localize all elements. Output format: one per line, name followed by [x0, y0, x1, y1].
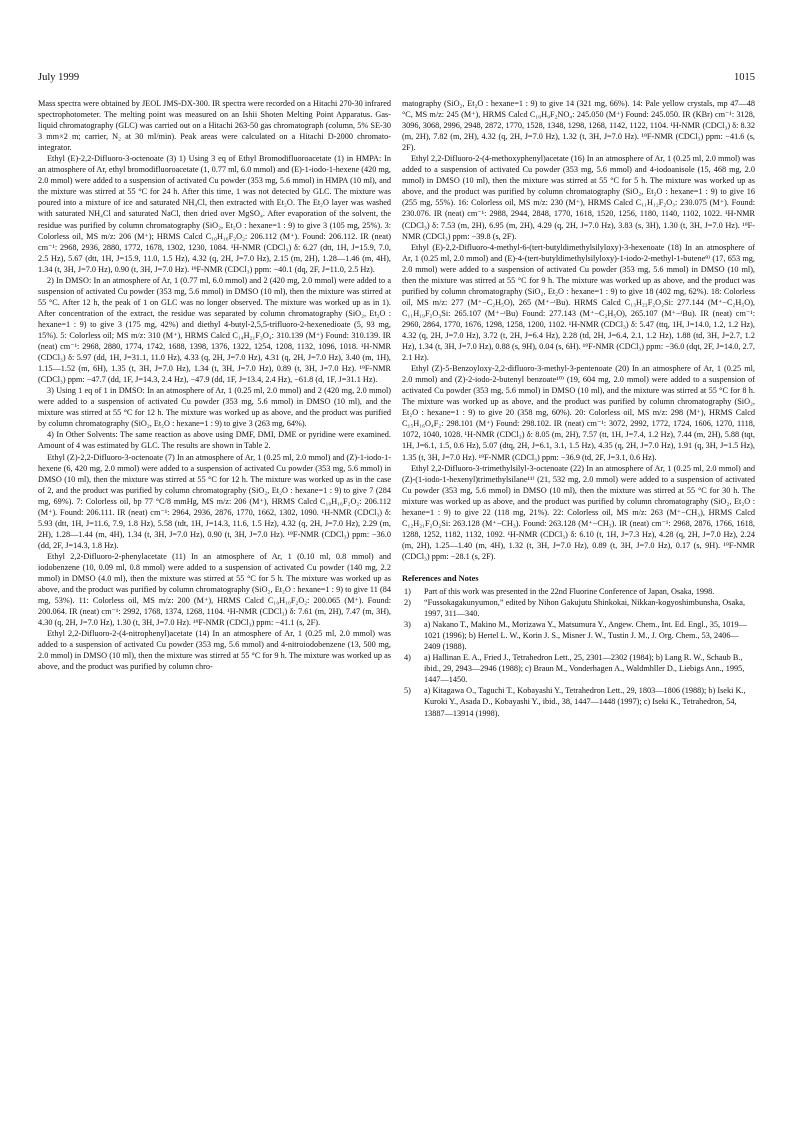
right-column: [402, 98, 755, 719]
reference-text: a) Hallinan E. A., Fried J., Tetrahedron Lett., 25, 2301—2302 (1984); b) Lang R. W., Schaub B., ibid., 29, 2943—2946 (1988); c) Braun M., Vonderhagen A., Waldmhller D., Liebigs Ann., 1995, 1447—1450.: [424, 653, 745, 685]
reference-number: 2): [404, 598, 411, 608]
reference-number: 4): [404, 653, 411, 663]
reference-item: [402, 586, 755, 597]
references-heading: References and Notes: [402, 573, 479, 583]
reference-item: [402, 619, 755, 652]
paragraph: 3) Using 1 eq of 1 in DMSO: In an atmosphere of Ar, 1 (0.25 ml, 2.0 mmol) and 2 (420 mg, 2.0 mmol) were added to a suspension of activated Cu powder (353 mg, 5.6 mmol) in DMSO (10 ml), and the mixture was stirred at 55 °C for 12 h. The mixture was worked up as above, and the product was purified by column chromatography (SiO₂, Et₂O : hexane=1 : 9) to give 3 (263 mg, 64%).: [38, 386, 391, 429]
paragraph: Ethyl 2,2-Difluoro-2-phenylacetate (11) In an atmosphere of Ar, 1 (0.10 ml, 0.8 mmol) and iodobenzene (10, 0.09 ml, 0.8 mmol) were added to a suspension of activated Cu powder (140 mg, 2.2 mmol) in DMSO (4.0 ml), then the mixture was stirred at 55 °C for 5 h. The mixture was worked up as above, and the product was purified by column chromatography (SiO₂, Et₂O : hexane=1 : 9) to give 11 (84 mg, 53%). 11: Colorless oil, MS m/z: 200 (M⁺), HRMS Calcd C₁₀H₁₀F₂O₂: 200.065 (M⁺). Found: 200.064. IR (neat) cm⁻¹: 2992, 1768, 1374, 1268, 1104. ¹H-NMR (CDCl₃) δ: 7.61 (m, 2H), 7.47 (m, 3H), 4.30 (q, 2H, J=7.0 Hz), 1.30 (t, 3H, J=7.0 Hz). ¹⁹F-NMR (CDCl₃) ppm: −41.1 (s, 2F).: [38, 551, 391, 628]
reference-text: “Fussokagakunyumon,” edited by Nihon Gakujutu Shinkokai, Nikkan-kogyoshimbunsha, Osaka, 1997, 311—340.: [424, 598, 746, 619]
paragraph: Ethyl 2,2-Difluoro-2-(4-methoxyphenyl)acetate (16) In an atmosphere of Ar, 1 (0.25 ml, 2.0 mmol) was added to a suspension of activated Cu powder (353 mg, 5.6 mmol) and 4-iodoanisole (15, 468 mg, 2.0 mmol) in DMSO (10 ml), then the mixture was stirred at 55 °C for 5 h. The mixture was worked up as above, and the product was purified by column chromatography (SiO₂, Et₂O : hexane=1 : 9) to give 16 (255 mg, 55%). 16: Colorless oil, MS m/z: 230 (M⁺), HRMS Calcd C₁₁H₁₂F₂O₃: 230.075 (M⁺). Found: 230.076. IR (neat) cm⁻¹: 2988, 2944, 2848, 1770, 1618, 1520, 1256, 1180, 1140, 1102, 1022. ¹H-NMR (CDCl₃) δ: 7.53 (m, 2H), 6.95 (m, 2H), 4.29 (q, 2H, J=7.0 Hz), 3.83 (s, 3H), 1.30 (t, 3H, J=7.0 Hz). ¹⁹F-NMR (CDCl₃) ppm: −39.8 (s, 2F).: [402, 154, 755, 241]
paragraph: Ethyl 2,2-Difluoro-3-trimethylsilyl-3-octenoate (22) In an atmosphere of Ar, 1 (0.25 ml, 2.0 mmol) and (Z)-(1-iodo-1-hexenyl)trimethylsilane¹¹⁾ (21, 532 mg, 2.0 mmol) were added to a suspension of activated Cu powder (353 mg, 5.6 mmol) in DMSO (10 ml), then the mixture was stirred at 55 °C for 30 h. The mixture was worked up as above, and the product was purified by column chromatography (SiO₂, Et₂O : hexane=1 : 9) to give 22 (118 mg, 21%). 22: Colorless oil, MS m/z: 263 (M⁺−CH₃), HRMS Calcd C₁₂H₂₁F₂O₂Si: 263.128 (M⁺−CH₃). Found: 263.128 (M⁺−CH₃). IR (neat) cm⁻¹: 2968, 2876, 1766, 1618, 1288, 1252, 1182, 1132, 1092. ¹H-NMR (CDCl₃) δ: 6.10 (t, 1H, J=7.3 Hz), 4.28 (q, 2H, J=7.0 Hz), 2.24 (m, 2H), 1.25—1.40 (m, 4H), 1.32 (t, 3H, J=7.0 Hz), 0.89 (t, 3H, J=7.0 Hz), 0.17 (s, 9H). ¹⁹F-NMR (CDCl₃) ppm: −28.1 (s, 2F).: [402, 463, 755, 561]
journal-date: July 1999: [38, 72, 80, 83]
paragraph: Mass spectra were obtained by JEOL JMS-DX-300. IR spectra were recorded on a Hitachi 270-30 infrared spectrophotometer. The melting point was measured on an Ishii Shoten Melting Point Apparatus. Gas-liquid chromatography (GLC) was carried out on a Hitachi 263-50 gas chromatograph (column, 5% SE-30 3 mm×2 m; carrier, N₂ at 30 ml/min). Peak areas were calculated on a Hitachi D-2000 chromato-integrator.: [38, 99, 391, 153]
paragraph: Ethyl (E)-2,2-Difluoro-3-octenoate (3) 1) Using 3 eq of Ethyl Bromodifluoroacetate (1) in HMPA: In an atmosphere of Ar, ethyl bromodifluoroacetate (1, 0.77 ml, 6.0 mmol) and (E)-1-iodo-1-hexene (420 mg, 2.0 mmol) were added to a suspension of activated Cu powder (353 mg, 5.6 mmol) in HMPA (10 ml), and the mixture was stirred at 55 °C for 24 h. After this time, 1 was not detected by GLC. The mixture was poured into a mixture of ice and saturated NH₄Cl, then extracted with Et₂O. The Et₂O layer was washed with saturated NH₄Cl and saturated NaCl, then dried over MgSO₄. After evaporation of the solvent, the residue was purified by column chromatography (SiO₂, Et₂O : hexane=1 : 9) to give 3 (105 mg, 25%). 3: Colorless oil, MS m/z: 206 (M⁺); HRMS Calcd C₁₀H₁₆F₂O₂: 206.112 (M⁺). Found: 206.112. IR (neat) cm⁻¹: 2968, 2936, 2880, 1772, 1678, 1302, 1230, 1084. ¹H-NMR (CDCl₃) δ: 6.27 (dtt, 1H, J=15.9, 7.0, 2.5 Hz), 5.67 (dtt, 1H, J=15.9, 11.0, 1.5 Hz), 4.32 (q, 2H, J=7.0 Hz), 2.15 (m, 2H), 1.28—1.46 (m, 4H), 1.34 (t, 3H, J=7.0 Hz), 0.90 (t, 3H, J=7.0 Hz). ¹⁹F-NMR (CDCl₃) ppm: −40.1 (dq, 2F, J=11.0, 2.5 Hz).: [38, 154, 391, 274]
left-column: [38, 98, 391, 672]
paragraph: Ethyl (Z)-2,2-Difluoro-3-octenoate (7) In an atmosphere of Ar, 1 (0.25 ml, 2.0 mmol) and (Z)-1-iodo-1-hexene (6, 420 mg, 2.0 mmol) were added to a suspension of activated Cu powder (353 mg, 5.6 mmol) in DMSO (10 ml), then the mixture was stirred at 55 °C for 12 h. The mixture was worked up as in the case of 2, and the product was purified by column chromatography (SiO₂, Et₂O : hexane=1 : 9) to give 7 (284 mg, 69%). 7: Colorless oil, bp 77 °C/8 mmHg, MS m/z: 206 (M⁺), HRMS Calcd C₁₀H₁₆F₂O₂: 206.112 (M⁺). Found: 206.111. IR (neat) cm⁻¹: 2964, 2936, 2876, 1770, 1662, 1302, 1090. ¹H-NMR (CDCl₃) δ: 5.93 (dtt, 1H, J=11.6, 7.9, 1.8 Hz), 5.58 (tdt, 1H, J=14.3, 11.6, 1.5 Hz), 4.32 (q, 2H, J=7.0 Hz), 2.29 (m, 2H), 1.28—1.44 (m, 4H), 1.34 (t, 3H, J=7.0 Hz), 0.90 (t, 3H, J=7.0 Hz). ¹⁹F-NMR (CDCl₃) ppm: −36.0 (dd, 2F, J=14.3, 1.8 Hz).: [38, 452, 391, 550]
reference-text: a) Kitagawa O., Taguchi T., Kobayashi Y., Tetrahedron Lett., 29, 1803—1806 (1988); b) Iseki K., Kuroki Y., Asada D., Kobayashi Y., ibid., 38, 1447—1448 (1997); c) Iseki K., Tetrahedron, 54, 13887—13914 (1998).: [424, 686, 746, 718]
reference-text: a) Nakano T., Makino M., Morizawa Y., Matsumura Y., Angew. Chem., Int. Ed. Engl., 35, 1019—1021 (1996); b) Hertel L. W., Korin J. S., Misner J. W., Tustin J. M., J. Org. Chem., 53, 2406—2409 (1988).: [424, 620, 747, 652]
page-header: [38, 72, 755, 88]
paragraph: 4) In Other Solvents: The same reaction as above using DMF, DMI, DME or pyridine were examined. Amount of 4 was estimated by GLC. The results are shown in Table 2.: [38, 430, 391, 451]
reference-item: [402, 597, 755, 619]
page-number: 1015: [734, 72, 755, 83]
reference-number: 3): [404, 620, 411, 630]
reference-item: [402, 652, 755, 685]
reference-number: 1): [404, 587, 411, 597]
reference-number: 5): [404, 686, 411, 696]
paragraph: Ethyl 2,2-Difluoro-2-(4-nitrophenyl)acetate (14) In an atmosphere of Ar, 1 (0.25 ml, 2.0 mmol) was added to a suspension of activated Cu powder (353 mg, 5.6 mmol) and 4-nitroiodobenzene (13, 500 mg, 2.0 mmol) in DMSO (10 ml), then the mixture was stirred at 55 °C for 9 h. The mixture was worked up as above, and the product was purified by column chro-: [38, 629, 391, 672]
paragraph: Ethyl (E)-2,2-Difluoro-4-methyl-6-(tert-butyldimethylsilyloxy)-3-hexenoate (18) In an atmosphere of Ar, 1 (0.25 ml, 2.0 mmol) and (E)-4-(tert-butyldimethylsilyloxy)-1-iodo-2-methyl-1-butene⁹⁾ (17, 653 mg, 2.0 mmol) were added to a suspension of activated Cu powder (353 mg, 5.6 mmol) in DMSO (10 ml), then the mixture was stirred at 55 °C for 9 h. The mixture was worked up as above, and the product was purified by column chromatography (SiO₂, Et₂O : hexane=1 : 9) to give 18 (402 mg, 62%). 18: Colorless oil, MS m/z: 277 (M⁺−C₂H₅O), 265 (M⁺−ᵗBu). HRMS Calcd C₁₃H₂₃F₂O₂Si: 277.144 (M⁺−C₂H₅O), C₁₁H₁₉F₂O₃Si: 265.107 (M⁺−ᵗBu) Found: 277.143 (M⁺−C₂H₅O), 265.107 (M⁺−ᵗBu). IR (neat) cm⁻¹: 2960, 2864, 1770, 1676, 1298, 1258, 1200, 1102. ¹H-NMR (CDCl₃) δ: 5.47 (ttq, 1H, J=14.0, 1.2, 1.2 Hz), 4.32 (q, 2H, J=7.0 Hz), 3.72 (t, 2H, J=6.4 Hz), 2.28 (td, 2H, J=6.4, 2.1, 1.2 Hz), 1.88 (td, 3H, J=2.7, 1.2 Hz), 1.34 (t, 3H, J=7.0 Hz), 0.88 (s, 9H), 0.04 (s, 6H). ¹⁹F-NMR (CDCl₃) ppm: −36.0 (dqt, 2F, J=14.0, 2.7, 2.1 Hz).: [402, 242, 755, 363]
paragraph: matography (SiO₂, Et₂O : hexane=1 : 9) to give 14 (321 mg, 66%). 14: Pale yellow crystals, mp 47—48 °C, MS m/z: 245 (M⁺), HRMS Calcd C₁₀H₉F₂NO₄: 245.050 (M⁺) Found: 245.050. IR (KBr) cm⁻¹: 3128, 3096, 3068, 2996, 2948, 2872, 1770, 1528, 1348, 1298, 1268, 1142, 1122, 1104. ¹H-NMR (CDCl₃) δ: 8.32 (m, 2H), 7.82 (m, 2H), 4.32 (q, 2H, J=7.0 Hz), 1.32 (t, 3H, J=7.0 Hz). ¹⁹F-NMR (CDCl₃) ppm: −41.6 (s, 2F).: [402, 99, 755, 153]
reference-text: Part of this work was presented in the 22nd Fluorine Conference of Japan, Osaka, 1998.: [424, 587, 715, 597]
paragraph: Ethyl (Z)-5-Benzoyloxy-2,2-difluoro-3-methyl-3-pentenoate (20) In an atmosphere of Ar, 1 (0.25 ml, 2.0 mmol) and (Z)-2-iodo-2-butenyl benzoate¹⁰⁾ (19, 604 mg, 2.0 mmol) were added to a suspension of activated Cu powder (353 mg, 5.6 mmol) in DMSO (10 ml), and the mixture was stirred at 55 °C for 8 h. The mixture was worked up as above, and the product was purified by column chromatography (SiO₂, Et₂O : hexane=1 : 9) to give 20 (358 mg, 60%). 20: Colorless oil, MS m/z: 298 (M⁺), HRMS Calcd C₁₅H₁₆O₄F₂: 298.101 (M⁺) Found: 298.102. IR (neat) cm⁻¹: 3072, 2992, 1772, 1724, 1606, 1270, 1118, 1072, 1040, 1028. ¹H-NMR (CDCl₃) δ: 8.05 (m, 2H), 7.57 (tt, 1H, J=7.4, 1.2 Hz), 7.44 (m, 2H), 5.88 (tqt, 1H, J=6.1, 1.5, 0.6 Hz), 5.07 (dtq, 2H, J=6.1, 3.1, 1.5 Hz), 4.35 (q, 2H, J=7.0 Hz), 1.91 (q, 3H, J=1.5 Hz), 1.35 (t, 3H, J=7.0 Hz). ¹⁹F-NMR (CDCl₃) ppm: −36.9 (td, 2F, J=3.1, 0.6 Hz).: [402, 364, 755, 462]
paragraph: 2) In DMSO: In an atmosphere of Ar, 1 (0.77 ml, 6.0 mmol) and 2 (420 mg, 2.0 mmol) were added to a suspension of activated Cu powder (353 mg, 5.6 mmol) in DMSO (10 ml), then the mixture was stirred at 55 °C. After 12 h, the peak of 1 on GLC was no longer observed. The mixture was worked up as in 1). After concentration of the extract, the residue was separated by column chromatography (SiO₂, Et₂O : hexane=1 : 9) to give 3 (175 mg, 42%) and diethyl 4-butyl-2,5,5-trifluoro-2-hexenedioate (5, 93 mg, 15%). 5: Colorless oil; MS m/z: 310 (M⁺), HRMS Calcd C₁₄H₂₁F₃O₄: 310.139 (M⁺) Found: 310.139. IR (neat) cm⁻¹: 2968, 2880, 1774, 1742, 1688, 1398, 1376, 1322, 1254, 1208, 1132, 1096, 1018. ¹H-NMR (CDCl₃) δ: 5.97 (dd, 1H, J=31.1, 11.0 Hz), 4.33 (q, 2H, J=7.0 Hz), 4.31 (q, 2H, J=7.0 Hz), 3.40 (m, 1H), 1.15—1.52 (m, 6H), 1.35 (t, 3H, J=7.0 Hz), 1.34 (t, 3H, J=7.0 Hz), 0.89 (t, 3H, J=7.0 Hz). ¹⁹F-NMR (CDCl₃) ppm: −47.7 (dd, 1F, J=14.3, 2.4 Hz), −47.9 (dd, 1F, J=13.4, 2.4 Hz), −61.8 (d, 1F, J=31.1 Hz).: [38, 275, 391, 385]
reference-item: [402, 685, 755, 718]
